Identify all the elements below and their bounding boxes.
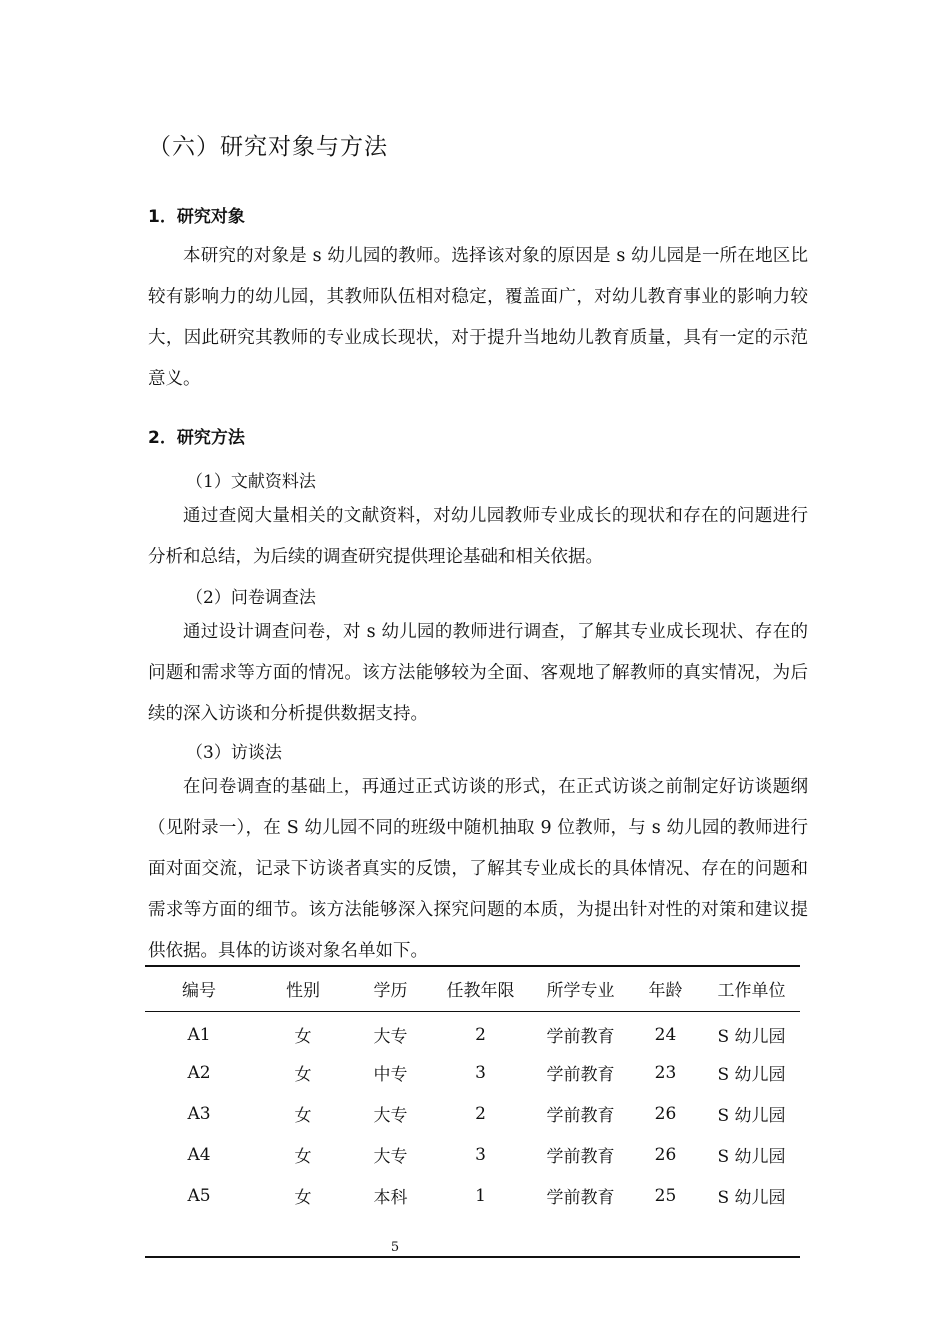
table-cell: A5 bbox=[187, 1185, 211, 1206]
table-cell: A4 bbox=[187, 1144, 211, 1165]
table-cell: 25 bbox=[654, 1185, 677, 1206]
paragraph-interview-method: 在问卷调查的基础上，再通过正式访谈的形式，在正式访谈之前制定好访谈题纲（见附录一），在 S 幼儿园不同的班级中随机抽取 9 位教师，与 s 幼儿园的教师进行面对面交流，记录下访谈者真实的反馈，了解其专业成长的具体情况、存在的问题和需求等方面的细节。该方法能够深入探究问题的本质，为提出针对性的对策和建议提供依据。具体的访谈对象名单如下。 bbox=[148, 777, 808, 961]
table-header-row bbox=[145, 966, 800, 1011]
table-cell: 大专 bbox=[373, 1147, 408, 1167]
table-cell: 中专 bbox=[373, 1065, 408, 1085]
method-label-literature: （1）文献资料法 bbox=[186, 472, 316, 492]
header-cell-teaching-years: 任教年限 bbox=[446, 981, 515, 1002]
interviewee-table bbox=[145, 965, 800, 1258]
table-header bbox=[145, 966, 800, 1011]
table-row bbox=[145, 1052, 800, 1093]
table-cell: 学前教育 bbox=[546, 1106, 615, 1126]
section-title: （六）研究对象与方法 bbox=[148, 134, 388, 160]
method-label-interview: （3）访谈法 bbox=[186, 743, 282, 763]
table-cell: 本科 bbox=[373, 1188, 408, 1208]
table-cell: 学前教育 bbox=[546, 1147, 615, 1167]
page-number: 5 bbox=[390, 1240, 400, 1255]
table-cell: 23 bbox=[654, 1062, 677, 1083]
table-cell: S 幼儿园 bbox=[717, 1027, 786, 1048]
table-cell: 学前教育 bbox=[546, 1188, 615, 1208]
header-cell-age: 年龄 bbox=[648, 981, 683, 1002]
method-label-questionnaire: （2）问卷调查法 bbox=[186, 588, 316, 608]
table-cell: 女 bbox=[294, 1106, 312, 1126]
table-cell: 女 bbox=[294, 1027, 312, 1048]
table-row bbox=[145, 1134, 800, 1175]
table-cell: S 幼儿园 bbox=[717, 1065, 786, 1085]
table-cell: 大专 bbox=[373, 1106, 408, 1126]
subsection-title-research-object: 1．研究对象 bbox=[148, 207, 245, 227]
table-cell: 学前教育 bbox=[546, 1065, 615, 1085]
interviewee-table-container bbox=[145, 965, 800, 1258]
table-cell: 24 bbox=[654, 1024, 677, 1045]
paragraph-research-object: 本研究的对象是 s 幼儿园的教师。选择该对象的原因是 s 幼儿园是一所在地区比较有影响力的幼儿园，其教师队伍相对稳定，覆盖面广，对幼儿教育事业的影响力较大，因此研究其教师的专业成长现状，对于提升当地幼儿教育质量，具有一定的示范意义。 bbox=[148, 246, 808, 389]
header-cell-id: 编号 bbox=[182, 981, 216, 1002]
table-cell: 大专 bbox=[373, 1027, 408, 1048]
table-cell: 2 bbox=[475, 1103, 486, 1124]
table-body bbox=[145, 1011, 800, 1257]
paragraph-literature-method: 通过查阅大量相关的文献资料，对幼儿园教师专业成长的现状和存在的问题进行分析和总结，为后续的调查研究提供理论基础和相关依据。 bbox=[148, 506, 808, 567]
table-row bbox=[145, 1093, 800, 1134]
paragraph-questionnaire-method: 通过设计调查问卷，对 s 幼儿园的教师进行调查，了解其专业成长现状、存在的问题和需求等方面的情况。该方法能够较为全面、客观地了解教师的真实情况，为后续的深入访谈和分析提供数据支持。 bbox=[148, 622, 808, 724]
table-cell: 女 bbox=[294, 1147, 312, 1167]
table-row bbox=[145, 1175, 800, 1216]
table-cell: 3 bbox=[475, 1062, 486, 1083]
table-row bbox=[145, 1011, 800, 1052]
table-cell: A3 bbox=[187, 1103, 211, 1124]
header-cell-major: 所学专业 bbox=[546, 981, 615, 1002]
table-cell: A1 bbox=[187, 1024, 211, 1045]
table-cell: S 幼儿园 bbox=[717, 1188, 786, 1208]
header-cell-workplace: 工作单位 bbox=[717, 981, 786, 1002]
table-cell: 26 bbox=[654, 1103, 677, 1124]
header-cell-gender: 性别 bbox=[286, 981, 320, 1002]
table-cell: 26 bbox=[654, 1144, 677, 1165]
table-cell: 3 bbox=[475, 1144, 486, 1165]
table-cell: 1 bbox=[475, 1185, 486, 1206]
subsection-title-research-method: 2．研究方法 bbox=[148, 428, 245, 448]
table-cell: 女 bbox=[294, 1188, 312, 1208]
table-cell: S 幼儿园 bbox=[717, 1106, 786, 1126]
table-cell: 女 bbox=[294, 1065, 312, 1085]
table-cell: A2 bbox=[187, 1062, 211, 1083]
table-cell: 学前教育 bbox=[546, 1027, 615, 1048]
table-cell: S 幼儿园 bbox=[717, 1147, 786, 1167]
header-cell-education: 学历 bbox=[373, 981, 408, 1002]
table-cell: 2 bbox=[475, 1024, 486, 1045]
